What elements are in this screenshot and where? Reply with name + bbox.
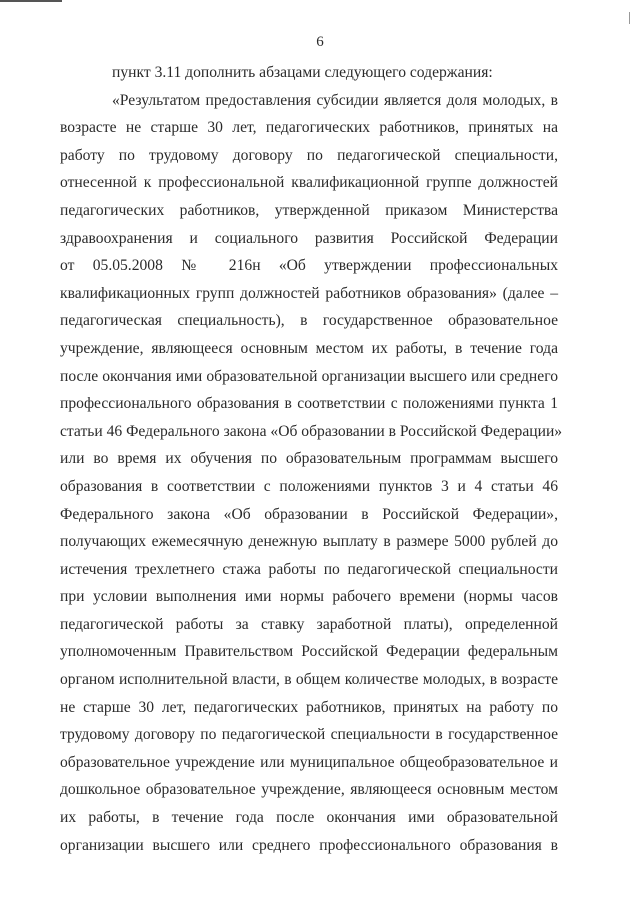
intro-line: пункт 3.11 дополнить абзацами следующего содержания:	[112, 64, 493, 81]
paragraph-line: квалификационных групп должностей работников образования» (далее –	[60, 284, 558, 302]
paragraph-line: «Результатом предоставления субсидии является доля молодых, в	[112, 91, 558, 109]
paragraph-line: их работы, в течение года после окончания ими образовательной	[60, 809, 558, 827]
paragraph-line: статьи 46 Федерального закона «Об образовании в Российской Федерации»	[60, 422, 563, 440]
paragraph-line: педагогических работников, утвержденной приказом Министерства	[60, 201, 558, 219]
paragraph-line: отнесенной к профессиональной квалификационной группе должностей	[60, 174, 558, 192]
paragraph-line: здравоохранения и социального развития Российской Федерации	[60, 229, 558, 247]
paragraph-line: учреждение, являющееся основным местом их работы, в течение года	[60, 339, 558, 357]
paragraph-line: получающих ежемесячную денежную выплату в размере 5000 рублей до	[60, 533, 558, 551]
scan-edge-mark	[0, 0, 62, 2]
paragraph-line: работу по трудовому договору по педагогической специальности,	[60, 146, 558, 164]
document-body	[60, 59, 563, 859]
paragraph-line: не старше 30 лет, педагогических работников, принятых на работу по	[60, 698, 558, 716]
paragraph-line: после окончания ими образовательной организации высшего или среднего	[60, 367, 558, 385]
paragraph-line: трудовому договору по педагогической специальности в государственное	[60, 726, 558, 744]
paragraph-line: образовательное учреждение или муниципальное общеобразовательное и	[60, 753, 558, 771]
paragraph-line: организации высшего или среднего профессионального образования в	[60, 836, 558, 854]
paragraph-line: при условии выполнения ими нормы рабочего времени (нормы часов	[60, 588, 558, 606]
paragraph-line: возрасте не старше 30 лет, педагогических работников, принятых на	[60, 119, 558, 137]
paragraph-line: педагогической работы за ставку заработной платы), определенной	[60, 615, 558, 633]
paragraph-line: органом исполнительной власти, в общем количестве молодых, в возрасте	[60, 671, 558, 689]
paragraph-line: уполномоченным Правительством Российской Федерации федеральным	[60, 643, 558, 661]
paragraph-line: Федерального закона «Об образовании в Российской Федерации»,	[60, 505, 558, 523]
scan-margin-mark	[629, 12, 630, 24]
paragraph-line: профессионального образования в соответствии с положениями пункта 1	[60, 395, 558, 413]
page-number: 6	[316, 34, 324, 50]
paragraph-line: педагогическая специальность), в государственное образовательное	[60, 312, 558, 330]
paragraph-line: или во время их обучения по образовательным программам высшего	[60, 450, 558, 468]
paragraph-line: образования в соответствии с положениями пунктов 3 и 4 статьи 46	[60, 477, 558, 495]
paragraph-line: истечения трехлетнего стажа работы по педагогической специальности	[60, 560, 558, 578]
paragraph-line: от 05.05.2008 № 216н «Об утверждении профессиональных	[60, 257, 558, 275]
paragraph-line: дошкольное образовательное учреждение, являющееся основным местом	[60, 781, 558, 799]
